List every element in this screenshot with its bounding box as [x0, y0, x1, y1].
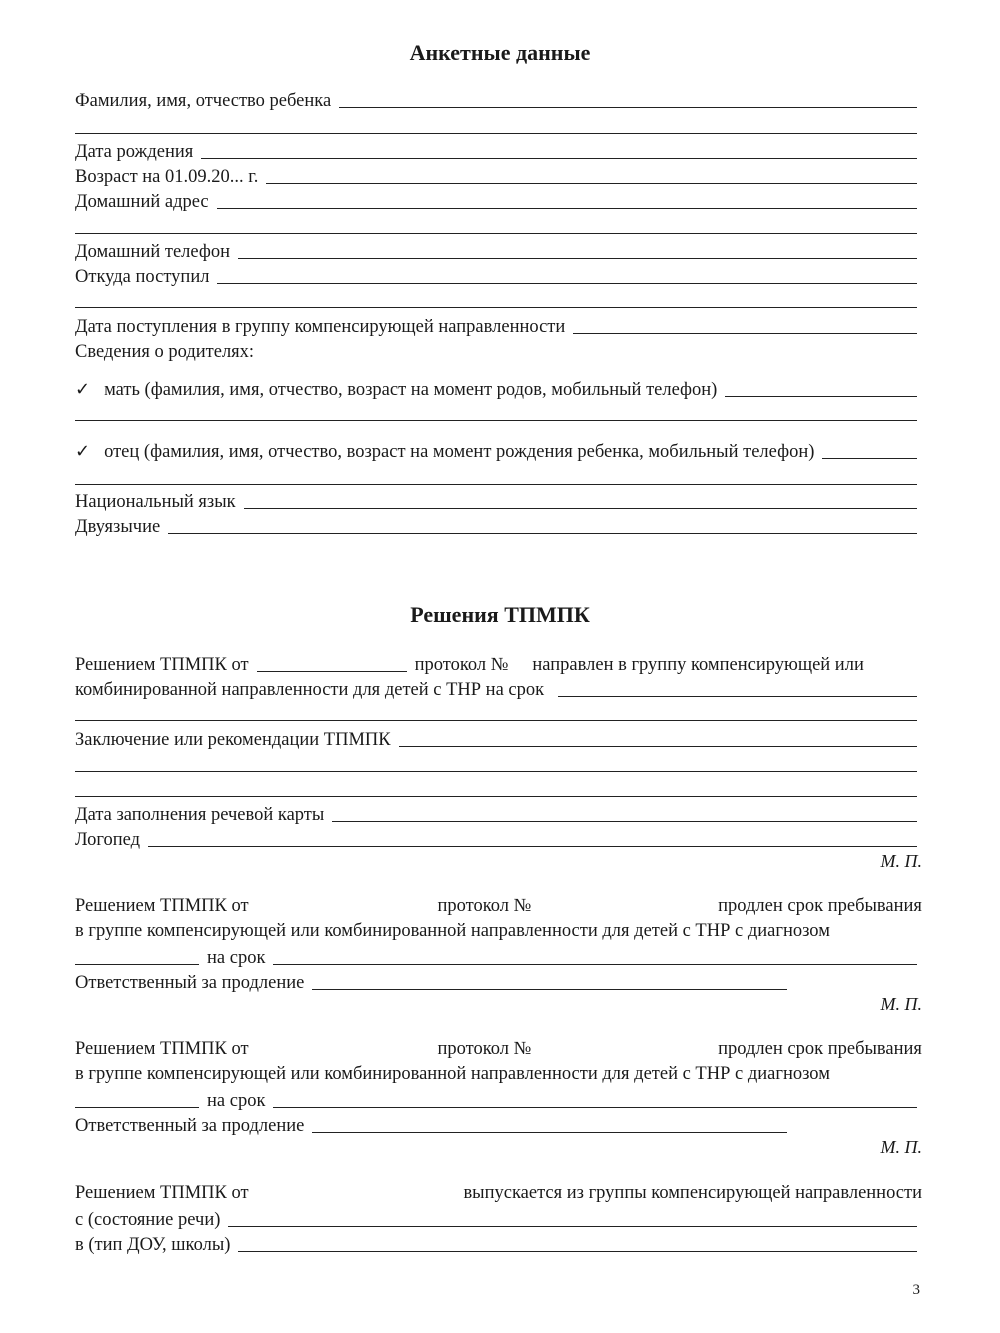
- b3-decision-label: Решением ТПМПК от: [75, 1039, 249, 1059]
- father-row: [75, 439, 917, 463]
- b3-line2-text: в группе компенсирующей или комбинированной направленности для детей с ТНР с диагнозом: [75, 1064, 830, 1084]
- b1-conclusion-line2[interactable]: [75, 771, 917, 772]
- b1-decision-label: Решением ТПМПК от: [75, 655, 249, 675]
- b3-term-row: [75, 1088, 917, 1112]
- b1-conclusion-line3[interactable]: [75, 796, 917, 797]
- from-label: Откуда поступил: [75, 267, 210, 287]
- b1-decision-row: [75, 652, 922, 676]
- b1-term-row: [75, 677, 917, 701]
- language-label: Национальный язык: [75, 492, 236, 512]
- phone-field[interactable]: [238, 258, 917, 259]
- b1-term-field[interactable]: [558, 696, 917, 697]
- mother-field-line2[interactable]: [75, 420, 917, 421]
- address-field-line2[interactable]: [75, 233, 917, 234]
- b3-decision-row: [75, 1039, 922, 1060]
- age-field[interactable]: [266, 183, 917, 184]
- from-field[interactable]: [217, 283, 917, 284]
- parents-row: [75, 339, 917, 363]
- language-field[interactable]: [244, 508, 917, 509]
- father-field-line2[interactable]: [75, 484, 917, 485]
- address-label: Домашний адрес: [75, 192, 209, 212]
- b4-school-field[interactable]: [238, 1251, 917, 1252]
- b4-decision-row: [75, 1183, 922, 1204]
- b2-decision-row: [75, 896, 922, 917]
- stamp-mark: М. П.: [880, 1137, 922, 1157]
- section-title-tpmpk: Решения ТПМПК: [410, 602, 590, 627]
- mother-row: [75, 377, 917, 401]
- address-row: [75, 189, 917, 213]
- bilingual-label: Двуязычие: [75, 517, 161, 537]
- b2-responsible-label: Ответственный за продление: [75, 973, 305, 993]
- bilingual-row: [75, 514, 917, 538]
- checkmark-icon: ✓: [75, 441, 91, 462]
- b1-sent-text: направлен в группу компенсирующей или: [532, 655, 864, 675]
- b2-responsible-field[interactable]: [312, 989, 787, 990]
- b3-term-field[interactable]: [273, 1107, 917, 1108]
- parents-label: Сведения о родителях:: [75, 342, 255, 362]
- age-label: Возраст на 01.09.20... г.: [75, 167, 259, 187]
- birth-date-row: [75, 139, 917, 163]
- b3-responsible-row: [75, 1113, 787, 1137]
- b2-diagnosis-field[interactable]: [75, 964, 199, 965]
- b1-fill-date-field[interactable]: [332, 821, 917, 822]
- b1-logoped-label: Логопед: [75, 830, 140, 850]
- child-name-label: Фамилия, имя, отчество ребенка: [75, 91, 332, 111]
- b1-conclusion-field[interactable]: [399, 746, 917, 747]
- child-name-row: [75, 88, 917, 112]
- page-number: 3: [912, 1282, 920, 1298]
- checkmark-icon: ✓: [75, 379, 91, 400]
- father-field[interactable]: [822, 458, 917, 459]
- b1-logoped-field[interactable]: [148, 846, 917, 847]
- from-field-line2[interactable]: [75, 307, 917, 308]
- admission-label: Дата поступления в группу компенсирующей направленности: [75, 317, 566, 337]
- b3-diagnosis-field[interactable]: [75, 1107, 199, 1108]
- admission-row: [75, 314, 917, 338]
- admission-field[interactable]: [573, 333, 917, 334]
- child-name-field-line2[interactable]: [75, 133, 917, 134]
- b1-fill-date-row: [75, 802, 917, 826]
- b2-term-label: на срок: [207, 948, 266, 968]
- section-title-anketa: Анкетные данные: [409, 40, 591, 65]
- child-name-field[interactable]: [339, 107, 917, 108]
- b4-school-row: [75, 1232, 917, 1256]
- b4-decision-label: Решением ТПМПК от: [75, 1183, 249, 1203]
- father-label: отец (фамилия, имя, отчество, возраст на момент рождения ребенка, мобильный телефон): [104, 442, 815, 462]
- b3-responsible-label: Ответственный за продление: [75, 1116, 305, 1136]
- address-field[interactable]: [217, 208, 917, 209]
- b2-decision-label: Решением ТПМПК от: [75, 896, 249, 916]
- b4-speech-label: с (состояние речи): [75, 1210, 221, 1230]
- bilingual-field[interactable]: [168, 533, 917, 534]
- birth-date-field[interactable]: [201, 158, 917, 159]
- b3-protocol-label: протокол №: [437, 1039, 532, 1059]
- b4-speech-field[interactable]: [228, 1226, 917, 1227]
- b2-line2-text: в группе компенсирующей или комбинированной направленности для детей с ТНР с диагнозом: [75, 921, 830, 941]
- birth-date-label: Дата рождения: [75, 142, 194, 162]
- b3-line2-row: [75, 1064, 922, 1085]
- mother-field[interactable]: [725, 396, 917, 397]
- stamp-mark: М. П.: [880, 994, 922, 1014]
- b1-logoped-row: [75, 827, 917, 851]
- phone-label: Домашний телефон: [75, 242, 230, 262]
- b1-fill-date-label: Дата заполнения речевой карты: [75, 805, 325, 825]
- b3-extended-text: продлен срок пребывания: [718, 1039, 922, 1059]
- b4-speech-row: [75, 1207, 917, 1231]
- b4-released-text: выпускается из группы компенсирующей направленности: [463, 1183, 922, 1203]
- b2-extended-text: продлен срок пребывания: [718, 896, 922, 916]
- b3-responsible-field[interactable]: [312, 1132, 787, 1133]
- b1-protocol-label: протокол №: [414, 655, 509, 675]
- b1-term-field-line2[interactable]: [75, 720, 917, 721]
- phone-row: [75, 239, 917, 263]
- b1-term-label: комбинированной направленности для детей с ТНР на срок: [75, 680, 545, 700]
- age-row: [75, 164, 917, 188]
- b2-responsible-row: [75, 970, 787, 994]
- b4-school-label: в (тип ДОУ, школы): [75, 1235, 231, 1255]
- mother-label: мать (фамилия, имя, отчество, возраст на момент родов, мобильный телефон): [104, 380, 718, 400]
- b1-conclusion-label: Заключение или рекомендации ТПМПК: [75, 730, 391, 750]
- language-row: [75, 489, 917, 513]
- b1-date-field[interactable]: [257, 671, 407, 672]
- b2-term-row: [75, 945, 917, 969]
- from-row: [75, 264, 917, 288]
- b2-protocol-label: протокол №: [437, 896, 532, 916]
- b2-term-field[interactable]: [273, 964, 917, 965]
- b3-term-label: на срок: [207, 1091, 266, 1111]
- stamp-mark: М. П.: [880, 851, 922, 871]
- b1-conclusion-row: [75, 727, 917, 751]
- b2-line2-row: [75, 921, 922, 942]
